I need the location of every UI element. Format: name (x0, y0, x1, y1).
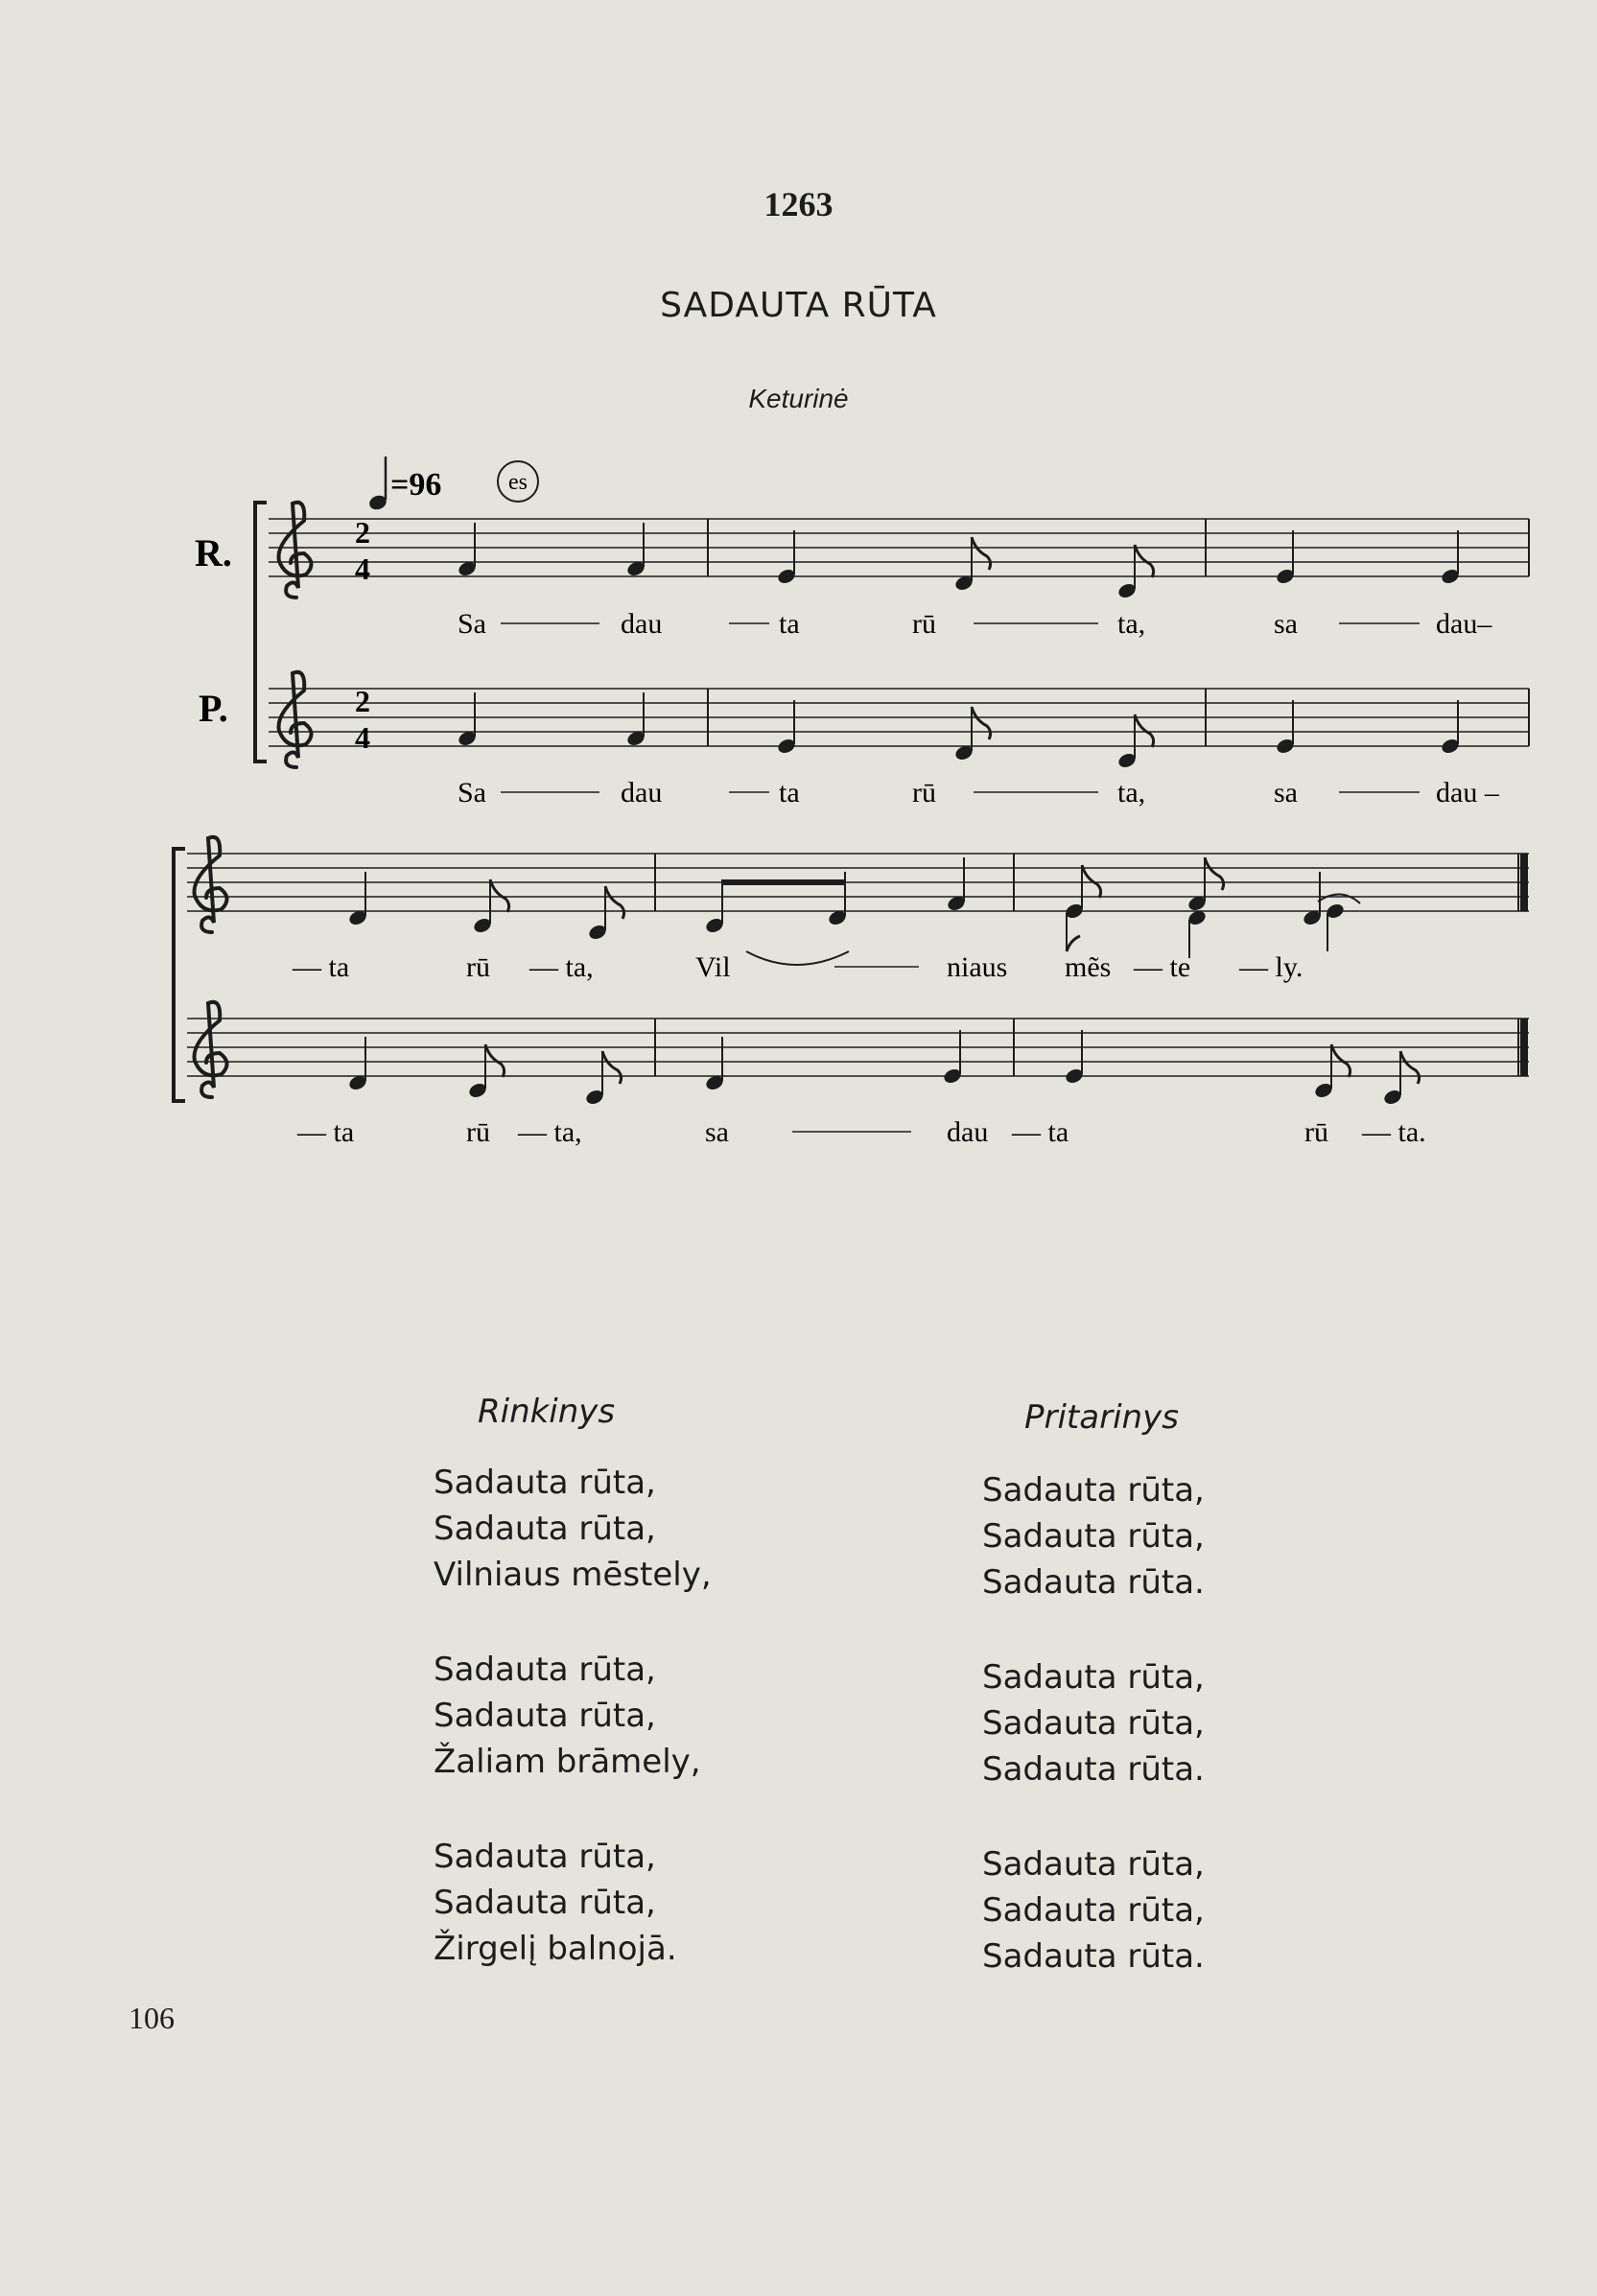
flag (485, 1044, 505, 1077)
lyric-syllable: — ta (297, 1116, 355, 1148)
system1-bracket (255, 503, 267, 761)
note (942, 1030, 963, 1086)
verse-line: Sadauta rūta. (982, 1750, 1205, 1789)
lyric-syllable: Sa (458, 777, 486, 808)
verse-line: Sadauta rūta, (434, 1464, 656, 1502)
note (1440, 530, 1461, 586)
lyric-syllable: ta (779, 777, 800, 808)
note (472, 879, 509, 935)
lyric-syllable: dau– (1436, 608, 1492, 640)
note (1382, 1051, 1420, 1107)
note (1440, 700, 1461, 756)
song-number: 1263 (763, 185, 834, 223)
time-sig-bottom-r: 4 (355, 551, 370, 586)
time-sig-top-r: 2 (355, 515, 370, 550)
voice-label-p: P. (199, 687, 228, 730)
flag (1135, 545, 1154, 577)
rinkinys-verses (434, 1460, 712, 2021)
verse-line: Sadauta rūta, (982, 1517, 1205, 1556)
lyric-syllable: mẽs (1065, 951, 1112, 983)
flag (602, 1051, 622, 1084)
lyrics-lower-2 (296, 1116, 1426, 1148)
verse-line: Sadauta rūta. (982, 1937, 1205, 1976)
note (625, 692, 646, 748)
flag (1331, 1044, 1350, 1077)
lyric-syllable: dau (621, 777, 663, 808)
treble-clef-icon (279, 672, 312, 767)
flag (972, 707, 991, 739)
note (1116, 715, 1154, 770)
note (1186, 857, 1224, 913)
lyric-syllable: — ta, (518, 1116, 582, 1148)
pritarinys-heading: Pritarinys (1024, 1398, 1179, 1437)
stanza (982, 1467, 1205, 1605)
flag (1067, 936, 1080, 951)
note (587, 886, 624, 942)
verse-line: Sadauta rūta, (982, 1471, 1205, 1510)
lyric-syllable: rū (1304, 1116, 1328, 1148)
flag (1135, 715, 1154, 747)
verse-line: Sadauta rūta, (982, 1845, 1205, 1884)
stanza (434, 1834, 712, 1972)
note (457, 523, 478, 578)
verse-line: Sadauta rūta, (982, 1891, 1205, 1930)
note (776, 530, 797, 586)
verse-line: Sadauta rūta, (434, 1651, 656, 1689)
staff (187, 1019, 1529, 1076)
lyric-syllable: — ta (293, 951, 350, 983)
note (1325, 902, 1346, 951)
lyrics-p (458, 777, 1500, 808)
lyric-syllable: sa (705, 1116, 729, 1148)
note (776, 700, 797, 756)
note (625, 523, 646, 578)
lyric-syllable: sa (1274, 777, 1298, 808)
lyric-syllable: — ta (1012, 1116, 1069, 1148)
verse-line: Sadauta rūta, (982, 1704, 1205, 1743)
lyric-syllable: rū (912, 608, 936, 640)
note (1313, 1044, 1350, 1100)
lyric-syllable: ta (779, 608, 800, 640)
note (1116, 545, 1154, 600)
staff (187, 854, 1529, 911)
mode-mark: es (508, 470, 528, 495)
verse-line: Sadauta rūta, (434, 1838, 656, 1876)
lyric-syllable: ta, (1117, 608, 1146, 640)
verse-line: Sadauta rūta, (434, 1697, 656, 1735)
note (467, 1044, 505, 1100)
lyric-syllable: niaus (947, 951, 1008, 983)
note (584, 1051, 622, 1107)
lyric-syllable: dau (947, 1116, 989, 1148)
note (1275, 530, 1296, 586)
note (1275, 700, 1296, 756)
verse-line: Žirgelį balnojā. (434, 1930, 677, 1968)
slur (1318, 894, 1360, 903)
lyric-syllable: dau (621, 608, 663, 640)
final-barline (1520, 854, 1528, 911)
flag (1205, 857, 1224, 890)
lyric-syllable: dau – (1436, 777, 1499, 808)
note (347, 1037, 368, 1092)
note (946, 857, 967, 913)
flag (490, 879, 509, 912)
note (1064, 1030, 1085, 1086)
stanza (434, 1460, 712, 1598)
treble-clef-icon (195, 837, 227, 932)
lyric-syllable: Sa (458, 608, 486, 640)
note (704, 1037, 725, 1092)
verse-line: Sadauta rūta, (434, 1510, 656, 1548)
pritarinys-verses (982, 1467, 1205, 2028)
system2-bracket (174, 849, 185, 1101)
tempo-marking (367, 457, 538, 512)
lyric-syllable: — ta, (529, 951, 594, 983)
verse-line: Žaliam brāmely, (434, 1743, 701, 1781)
rinkinys-heading: Rinkinys (478, 1393, 616, 1431)
treble-clef-icon (195, 1002, 227, 1097)
lyric-syllable: rū (466, 1116, 490, 1148)
note (704, 879, 725, 935)
lyric-syllable: Vil (695, 951, 731, 983)
song-subtitle: Keturinė (748, 384, 849, 413)
note (1064, 902, 1085, 951)
flag (605, 886, 624, 919)
note (457, 692, 478, 748)
lyrics-upper-2 (292, 951, 1303, 983)
beam (722, 879, 845, 885)
stanza (982, 1654, 1205, 1792)
final-barline (1520, 1019, 1528, 1076)
staff (269, 689, 1529, 746)
verse-line: Vilniaus mēstely, (434, 1556, 712, 1594)
voice-label-r: R. (195, 531, 232, 574)
flag (972, 537, 991, 570)
verse-line: Sadauta rūta, (434, 1884, 656, 1922)
flag (1400, 1051, 1420, 1084)
note (347, 872, 368, 927)
stanza (434, 1647, 712, 1785)
lyric-syllable: rū (466, 951, 490, 983)
lyric-syllable: rū (912, 777, 936, 808)
verse-line: Sadauta rūta, (982, 1658, 1205, 1697)
lyric-syllable: — ta. (1362, 1116, 1426, 1148)
lyric-syllable: — ly. (1239, 951, 1303, 983)
staff (269, 519, 1529, 576)
lyric-syllable: sa (1274, 608, 1298, 640)
note (953, 707, 991, 762)
lyric-syllable: — te (1134, 951, 1191, 983)
song-title: SADAUTA RŪTA (660, 286, 937, 325)
lyric-syllable: ta, (1117, 777, 1146, 808)
stanza (982, 1841, 1205, 1980)
tempo-value: =96 (390, 467, 442, 503)
treble-clef-icon (279, 503, 312, 597)
flag (1082, 865, 1101, 898)
note (953, 537, 991, 593)
verse-line: Sadauta rūta. (982, 1563, 1205, 1602)
page-number: 106 (129, 2001, 175, 2035)
time-sig-top-p: 2 (355, 684, 370, 718)
lyrics-r (458, 608, 1492, 640)
time-sig-bottom-p: 4 (355, 720, 370, 755)
